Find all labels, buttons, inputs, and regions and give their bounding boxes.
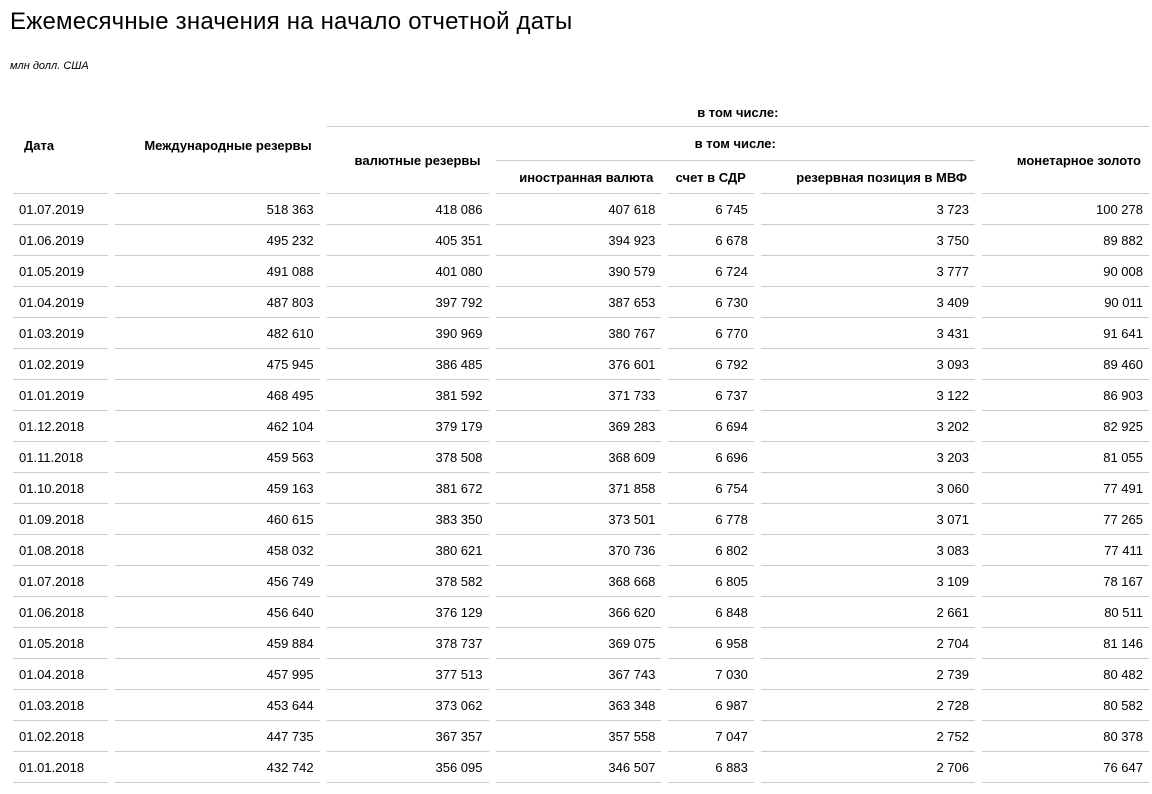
- cell-international-reserves: 457 995: [115, 659, 320, 690]
- cell-fx-reserves: 397 792: [327, 287, 489, 318]
- cell-date: 01.06.2018: [13, 597, 108, 628]
- cell-foreign-currency: 387 653: [496, 287, 662, 318]
- cell-sdr-account: 6 805: [668, 566, 753, 597]
- group-header-including-2: в том числе:: [496, 127, 976, 161]
- table-body: [13, 194, 1149, 783]
- cell-foreign-currency: 370 736: [496, 535, 662, 566]
- cell-sdr-account: 6 778: [668, 504, 753, 535]
- col-header-international-reserves: Международные резервы: [115, 98, 320, 194]
- col-header-foreign-currency: иностранная валюта: [496, 161, 662, 194]
- cell-foreign-currency: 380 767: [496, 318, 662, 349]
- cell-international-reserves: 491 088: [115, 256, 320, 287]
- table-row: [13, 752, 1149, 783]
- cell-sdr-account: 6 678: [668, 225, 753, 256]
- cell-foreign-currency: 357 558: [496, 721, 662, 752]
- cell-monetary-gold: 89 460: [982, 349, 1149, 380]
- cell-fx-reserves: 405 351: [327, 225, 489, 256]
- cell-monetary-gold: 77 411: [982, 535, 1149, 566]
- cell-fx-reserves: 381 672: [327, 473, 489, 504]
- cell-foreign-currency: 407 618: [496, 194, 662, 225]
- cell-fx-reserves: 378 737: [327, 628, 489, 659]
- cell-international-reserves: 462 104: [115, 411, 320, 442]
- table-row: [13, 380, 1149, 411]
- cell-fx-reserves: 386 485: [327, 349, 489, 380]
- cell-date: 01.05.2018: [13, 628, 108, 659]
- cell-fx-reserves: 380 621: [327, 535, 489, 566]
- cell-date: 01.01.2018: [13, 752, 108, 783]
- cell-monetary-gold: 90 011: [982, 287, 1149, 318]
- cell-sdr-account: 7 030: [668, 659, 753, 690]
- table-row: [13, 442, 1149, 473]
- cell-foreign-currency: 368 668: [496, 566, 662, 597]
- cell-monetary-gold: 77 265: [982, 504, 1149, 535]
- cell-date: 01.01.2019: [13, 380, 108, 411]
- cell-monetary-gold: 80 482: [982, 659, 1149, 690]
- table-row: [13, 566, 1149, 597]
- cell-imf-position: 3 777: [761, 256, 975, 287]
- cell-sdr-account: 6 802: [668, 535, 753, 566]
- cell-international-reserves: 487 803: [115, 287, 320, 318]
- cell-international-reserves: 459 563: [115, 442, 320, 473]
- cell-monetary-gold: 86 903: [982, 380, 1149, 411]
- cell-sdr-account: 6 792: [668, 349, 753, 380]
- table-row: [13, 256, 1149, 287]
- cell-sdr-account: 7 047: [668, 721, 753, 752]
- col-header-date: Дата: [13, 98, 108, 194]
- cell-international-reserves: 482 610: [115, 318, 320, 349]
- cell-date: 01.10.2018: [13, 473, 108, 504]
- cell-imf-position: 3 071: [761, 504, 975, 535]
- cell-date: 01.05.2019: [13, 256, 108, 287]
- cell-imf-position: 3 750: [761, 225, 975, 256]
- col-header-fx-reserves: валютные резервы: [327, 127, 489, 194]
- cell-international-reserves: 453 644: [115, 690, 320, 721]
- cell-international-reserves: 447 735: [115, 721, 320, 752]
- table-row: [13, 721, 1149, 752]
- table-row: [13, 411, 1149, 442]
- cell-date: 01.02.2018: [13, 721, 108, 752]
- cell-international-reserves: 456 640: [115, 597, 320, 628]
- cell-date: 01.03.2019: [13, 318, 108, 349]
- cell-sdr-account: 6 696: [668, 442, 753, 473]
- table-header: [13, 98, 1149, 194]
- cell-international-reserves: 459 163: [115, 473, 320, 504]
- cell-fx-reserves: 379 179: [327, 411, 489, 442]
- cell-international-reserves: 458 032: [115, 535, 320, 566]
- cell-foreign-currency: 369 075: [496, 628, 662, 659]
- cell-imf-position: 3 083: [761, 535, 975, 566]
- cell-foreign-currency: 369 283: [496, 411, 662, 442]
- col-header-sdr-account: счет в СДР: [668, 161, 753, 194]
- cell-fx-reserves: 378 582: [327, 566, 489, 597]
- cell-sdr-account: 6 745: [668, 194, 753, 225]
- cell-fx-reserves: 378 508: [327, 442, 489, 473]
- table-row: [13, 473, 1149, 504]
- cell-imf-position: 2 704: [761, 628, 975, 659]
- cell-sdr-account: 6 848: [668, 597, 753, 628]
- cell-monetary-gold: 80 582: [982, 690, 1149, 721]
- table-row: [13, 504, 1149, 535]
- cell-foreign-currency: 367 743: [496, 659, 662, 690]
- cell-monetary-gold: 78 167: [982, 566, 1149, 597]
- cell-international-reserves: 460 615: [115, 504, 320, 535]
- cell-sdr-account: 6 958: [668, 628, 753, 659]
- cell-imf-position: 3 093: [761, 349, 975, 380]
- cell-fx-reserves: 367 357: [327, 721, 489, 752]
- table-row: [13, 690, 1149, 721]
- cell-foreign-currency: 366 620: [496, 597, 662, 628]
- cell-date: 01.08.2018: [13, 535, 108, 566]
- cell-date: 01.07.2018: [13, 566, 108, 597]
- cell-monetary-gold: 100 278: [982, 194, 1149, 225]
- table-row: [13, 318, 1149, 349]
- cell-monetary-gold: 89 882: [982, 225, 1149, 256]
- cell-foreign-currency: 371 733: [496, 380, 662, 411]
- cell-international-reserves: 495 232: [115, 225, 320, 256]
- col-header-monetary-gold: монетарное золото: [982, 127, 1149, 194]
- cell-sdr-account: 6 883: [668, 752, 753, 783]
- header-row-group-1: [13, 98, 1149, 127]
- cell-sdr-account: 6 724: [668, 256, 753, 287]
- cell-imf-position: 3 203: [761, 442, 975, 473]
- cell-fx-reserves: 401 080: [327, 256, 489, 287]
- table-row: [13, 659, 1149, 690]
- cell-foreign-currency: 346 507: [496, 752, 662, 783]
- cell-imf-position: 3 202: [761, 411, 975, 442]
- cell-foreign-currency: 363 348: [496, 690, 662, 721]
- cell-imf-position: 2 752: [761, 721, 975, 752]
- cell-imf-position: 3 431: [761, 318, 975, 349]
- cell-imf-position: 3 060: [761, 473, 975, 504]
- cell-imf-position: 3 122: [761, 380, 975, 411]
- table-row: [13, 349, 1149, 380]
- cell-monetary-gold: 80 378: [982, 721, 1149, 752]
- cell-monetary-gold: 81 146: [982, 628, 1149, 659]
- table-row: [13, 194, 1149, 225]
- cell-foreign-currency: 368 609: [496, 442, 662, 473]
- cell-foreign-currency: 394 923: [496, 225, 662, 256]
- cell-sdr-account: 6 754: [668, 473, 753, 504]
- cell-international-reserves: 459 884: [115, 628, 320, 659]
- cell-monetary-gold: 82 925: [982, 411, 1149, 442]
- group-header-including-1: в том числе:: [327, 98, 1149, 127]
- cell-imf-position: 2 661: [761, 597, 975, 628]
- col-header-imf-position: резервная позиция в МВФ: [761, 161, 975, 194]
- cell-international-reserves: 475 945: [115, 349, 320, 380]
- cell-imf-position: 2 739: [761, 659, 975, 690]
- cell-date: 01.04.2018: [13, 659, 108, 690]
- cell-fx-reserves: 356 095: [327, 752, 489, 783]
- cell-monetary-gold: 76 647: [982, 752, 1149, 783]
- cell-fx-reserves: 418 086: [327, 194, 489, 225]
- cell-international-reserves: 456 749: [115, 566, 320, 597]
- table-row: [13, 535, 1149, 566]
- cell-imf-position: 2 728: [761, 690, 975, 721]
- cell-date: 01.03.2018: [13, 690, 108, 721]
- reserves-table: [6, 98, 1152, 783]
- cell-date: 01.06.2019: [13, 225, 108, 256]
- cell-foreign-currency: 373 501: [496, 504, 662, 535]
- cell-imf-position: 3 109: [761, 566, 975, 597]
- cell-date: 01.02.2019: [13, 349, 108, 380]
- cell-date: 01.12.2018: [13, 411, 108, 442]
- cell-monetary-gold: 90 008: [982, 256, 1149, 287]
- cell-fx-reserves: 390 969: [327, 318, 489, 349]
- cell-date: 01.04.2019: [13, 287, 108, 318]
- cell-sdr-account: 6 770: [668, 318, 753, 349]
- cell-imf-position: 2 706: [761, 752, 975, 783]
- cell-monetary-gold: 80 511: [982, 597, 1149, 628]
- cell-monetary-gold: 91 641: [982, 318, 1149, 349]
- cell-foreign-currency: 371 858: [496, 473, 662, 504]
- cell-fx-reserves: 376 129: [327, 597, 489, 628]
- cell-international-reserves: 432 742: [115, 752, 320, 783]
- cell-date: 01.07.2019: [13, 194, 108, 225]
- cell-fx-reserves: 377 513: [327, 659, 489, 690]
- page-title: Ежемесячные значения на начало отчетной даты: [10, 8, 573, 35]
- cell-sdr-account: 6 730: [668, 287, 753, 318]
- cell-fx-reserves: 383 350: [327, 504, 489, 535]
- table-row: [13, 287, 1149, 318]
- units-note: млн долл. США: [10, 60, 89, 72]
- cell-date: 01.11.2018: [13, 442, 108, 473]
- table-row: [13, 597, 1149, 628]
- cell-imf-position: 3 409: [761, 287, 975, 318]
- cell-international-reserves: 468 495: [115, 380, 320, 411]
- cell-foreign-currency: 376 601: [496, 349, 662, 380]
- table-row: [13, 225, 1149, 256]
- cell-imf-position: 3 723: [761, 194, 975, 225]
- cell-fx-reserves: 381 592: [327, 380, 489, 411]
- cell-monetary-gold: 77 491: [982, 473, 1149, 504]
- cell-sdr-account: 6 737: [668, 380, 753, 411]
- cell-date: 01.09.2018: [13, 504, 108, 535]
- cell-monetary-gold: 81 055: [982, 442, 1149, 473]
- table-row: [13, 628, 1149, 659]
- cell-international-reserves: 518 363: [115, 194, 320, 225]
- cell-foreign-currency: 390 579: [496, 256, 662, 287]
- cell-sdr-account: 6 987: [668, 690, 753, 721]
- cell-fx-reserves: 373 062: [327, 690, 489, 721]
- cell-sdr-account: 6 694: [668, 411, 753, 442]
